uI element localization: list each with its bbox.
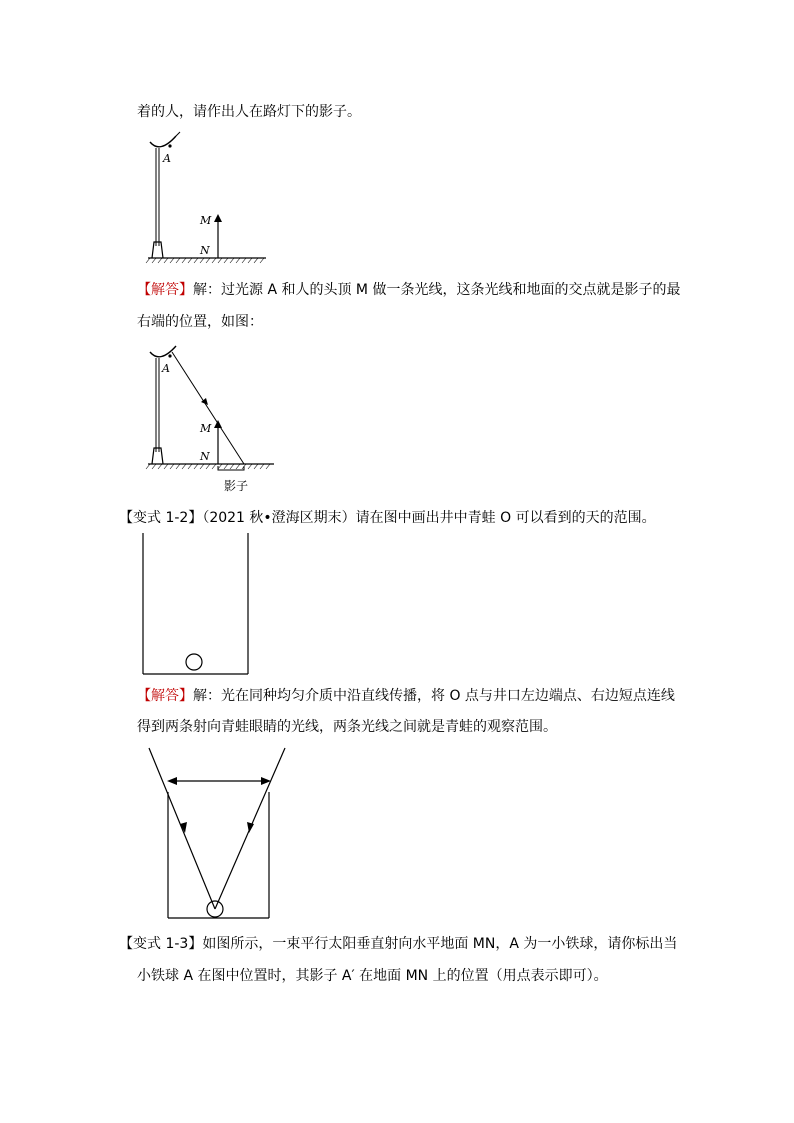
answer1-line2: 右端的位置，如图： bbox=[137, 314, 263, 330]
label-m: M bbox=[200, 214, 212, 227]
answer1-text: 解：过光源 A 和人的头顶 M 做一条光线，这条光线和地面的交点就是影子的最 bbox=[193, 282, 681, 298]
answer1-line1 bbox=[137, 280, 680, 300]
answer-tag: 【解答】 bbox=[137, 282, 193, 298]
shadow-label: 影子 bbox=[224, 479, 249, 493]
figure-streetlamp bbox=[140, 130, 270, 270]
light-ray bbox=[172, 352, 244, 464]
figure-well bbox=[140, 532, 252, 676]
variant2-line bbox=[119, 508, 656, 528]
answer2-line2: 得到两条射向青蛙眼睛的光线，两条光线之间就是青蛙的观察范围。 bbox=[137, 719, 557, 735]
variant3-line1: 【变式 1-3】如图所示，一束平行太阳垂直射向水平地面 MN，A 为一小铁球，请你标出当 bbox=[119, 936, 678, 952]
svg-text:A: A bbox=[162, 362, 170, 375]
variant3-line2: 小铁球 A 在图中位置时，其影子 A′ 在地面 MN 上的位置（用点表示即可）。 bbox=[137, 968, 608, 984]
variant2-text: （2021 秋•澄海区期末）请在图中画出井中青蛙 O 可以看到的天的范围。 bbox=[202, 510, 656, 526]
svg-text:M: M bbox=[200, 422, 212, 435]
frog-circle bbox=[186, 654, 202, 670]
svg-text:N: N bbox=[200, 450, 210, 463]
label-a: A bbox=[163, 152, 171, 165]
left-ray bbox=[149, 748, 215, 909]
figure-streetlamp-shadow bbox=[140, 340, 280, 500]
intro-text: 着的人，请作出人在路灯下的影子。 bbox=[137, 104, 361, 120]
lamp-head bbox=[150, 136, 176, 147]
answer2-line1: 【解答】解：光在同种均匀介质中沿直线传播，将 O 点与井口左边端点、右边短点连线 bbox=[137, 688, 675, 704]
figure-well-view bbox=[145, 746, 295, 922]
label-n: N bbox=[200, 244, 210, 257]
variant-tag: 【变式 1-2】 bbox=[119, 510, 203, 526]
